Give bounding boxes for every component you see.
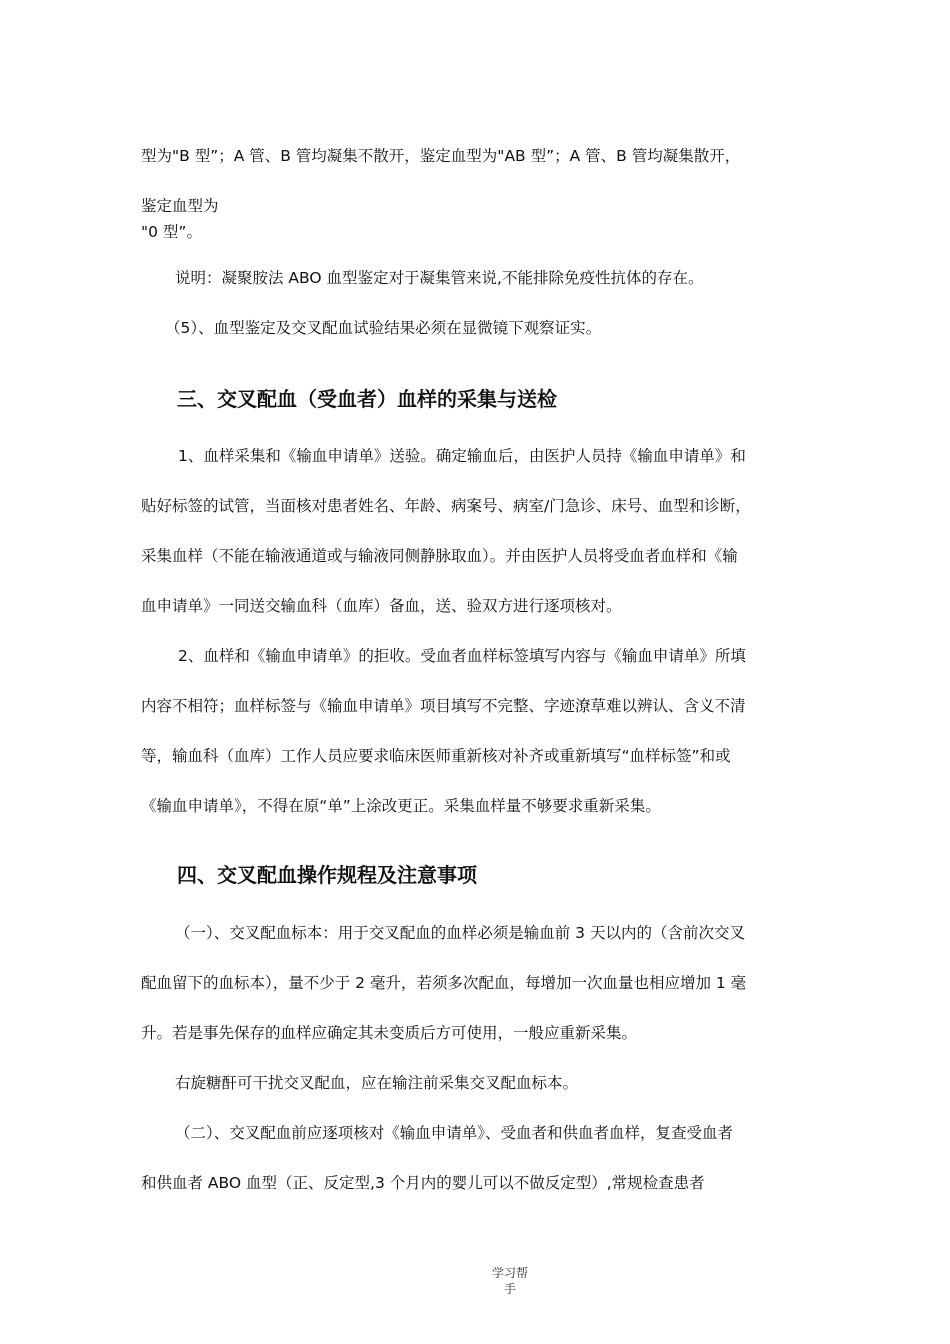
paragraph-line: 右旋糖酐可干扰交叉配血，应在输注前采集交叉配血标本。 <box>175 1074 579 1092</box>
paragraph-line: 升。若是事先保存的血样应确定其未变质后方可使用，一般应重新采集。 <box>141 1024 638 1042</box>
footer-text: 手 <box>503 1282 516 1296</box>
paragraph-line: 血申请单》一同送交输血科（血库）备血，送、验双方进行逐项核对。 <box>141 597 622 615</box>
paragraph-line: 型为"B 型”；A 管、B 管均凝集不散开，鉴定血型为"AB 型”；A 管、B 管均凝集散开， <box>141 147 741 165</box>
paragraph-line: 《输血申请单》，不得在原“单”上涂改更正。采集血样量不够要求重新采集。 <box>141 797 661 815</box>
paragraph-line: 和供血者 ABO 血型（正、反定型,3 个月内的婴儿可以不做反定型）,常规检查患者 <box>141 1174 705 1192</box>
footer-text: 学习帮 <box>491 1266 528 1280</box>
paragraph-line: 等，输血科（血库）工作人员应要求临床医师重新核对补齐或重新填写“血样标签”和或 <box>141 747 731 765</box>
paragraph-line: （二）、交叉配血前应逐项核对《输血申请单》、受血者和供血者血样，复查受血者 <box>175 1124 734 1142</box>
paragraph-line: （5）、血型鉴定及交叉配血试验结果必须在显微镜下观察证实。 <box>165 319 602 337</box>
paragraph-line: 内容不相符；血样标签与《输血申请单》项目填写不完整、字迹潦草难以辨认、含义不清 <box>141 697 746 715</box>
paragraph-line: 1、血样采集和《输血申请单》送验。确定输血后，由医护人员持《输血申请单》和 <box>178 447 746 465</box>
section-heading: 四、交叉配血操作规程及注意事项 <box>177 863 477 887</box>
paragraph-line: （一）、交叉配血标本：用于交叉配血的血样必须是输血前 3 天以内的（含前次交叉 <box>175 924 745 942</box>
paragraph-line: 采集血样（不能在输液通道或与输液同侧静脉取血）。并由医护人员将受血者血样和《输 <box>141 547 738 565</box>
paragraph-line: "0 型”。 <box>141 223 202 241</box>
paragraph-line: 说明：凝聚胺法 ABO 血型鉴定对于凝集管来说,不能排除免疫性抗体的存在。 <box>175 269 704 287</box>
paragraph-line: 配血留下的血标本），量不少于 2 毫升，若须多次配血，每增加一次血量也相应增加 1 毫 <box>141 974 747 992</box>
paragraph-line: 鉴定血型为 <box>141 197 219 215</box>
section-heading: 三、交叉配血（受血者）血样的采集与送检 <box>177 387 557 411</box>
paragraph-line: 贴好标签的试管，当面核对患者姓名、年龄、病案号、病室/门急诊、床号、血型和诊断， <box>141 497 751 515</box>
paragraph-line: 2、血样和《输血申请单》的拒收。受血者血样标签填写内容与《输血申请单》所填 <box>178 647 746 665</box>
